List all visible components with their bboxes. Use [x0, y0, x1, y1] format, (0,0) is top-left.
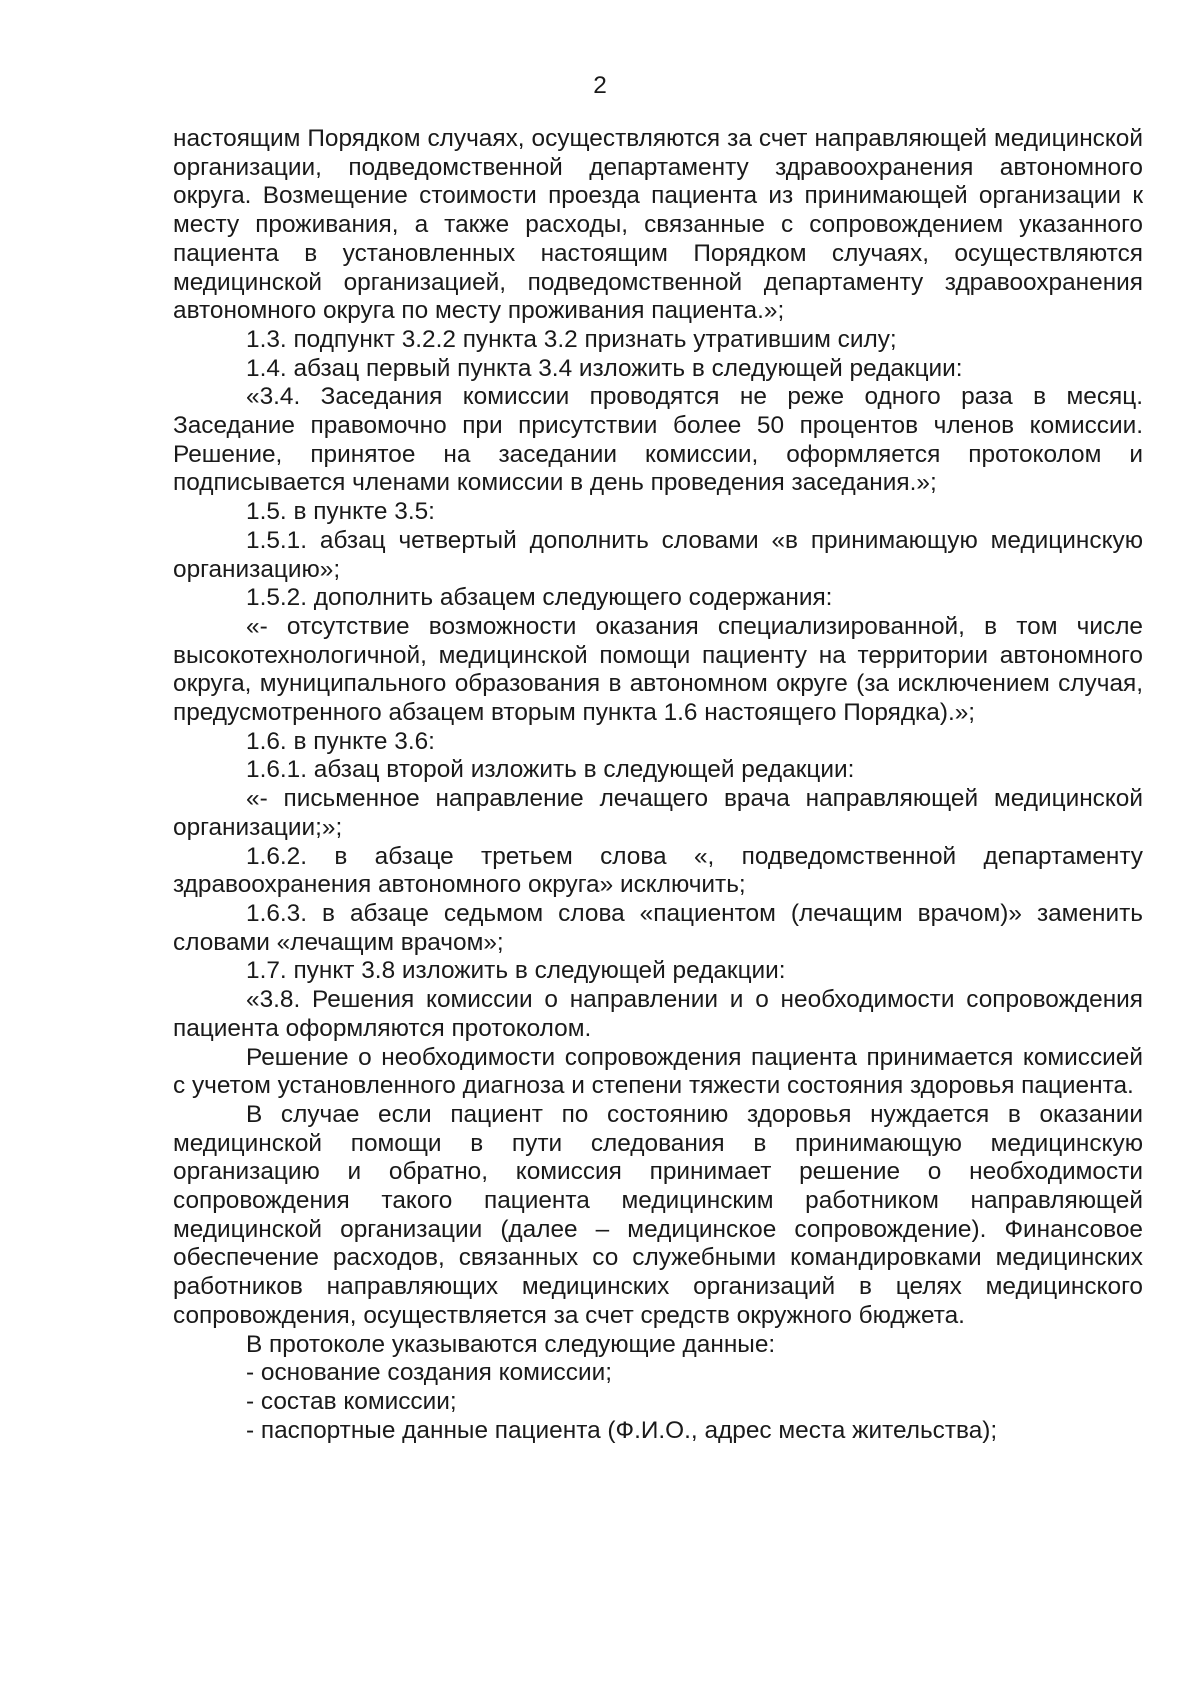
list-item: - основание создания комиссии; — [246, 1359, 612, 1387]
paragraph-quote-3-4: «3.4. Заседания комиссии проводятся не реже одного раза в месяц. Заседание правомочно при присутствии более 50 процентов членов комиссии. Решение, принятое на заседании комиссии, оформляется протоколом и подписывается членами комиссии в день проведения заседания.»; — [173, 383, 1150, 497]
paragraph-1-3: 1.3. подпункт 3.2.2 пункта 3.2 признать утратившим силу; — [246, 325, 897, 353]
paragraph-continuation: настоящим Порядком случаях, осуществляются за счет направляющей медицинской организации, подведомственной департаменту здравоохранения автономного округа. Возмещение стоимости проезда пациента из принимающей организации к месту проживания, а также расходы, связанные с сопровождением указанного пациента в установленных настоящим Порядком случаях, осуществляются медицинской организацией, подведомственной департаменту здравоохранения автономного округа по месту проживания пациента.»; — [173, 125, 1150, 325]
paragraph-quote-absence: «- отсутствие возможности оказания специализированной, в том числе высокотехнологичной, медицинской помощи пациенту на территории автономного округа, муниципального образования в автономном округе (за исключением случая, предусмотренного абзацем вторым пункта 1.6 настоящего Порядка).»; — [173, 612, 1150, 727]
list-item: - состав комиссии; — [246, 1387, 457, 1415]
list-item: - паспортные данные пациента (Ф.И.О., адрес места жительства); — [246, 1416, 998, 1444]
document-body — [173, 125, 1150, 1445]
page-number: 2 — [593, 72, 607, 99]
paragraph-decision: Решение о необходимости сопровождения пациента принимается комиссией с учетом установленного диагноза и степени тяжести состояния здоровья пациента. — [173, 1043, 1150, 1100]
paragraph-1-5-2: 1.5.2. дополнить абзацем следующего содержания: — [246, 584, 833, 612]
paragraph-1-5: 1.5. в пункте 3.5: — [246, 498, 435, 526]
paragraph-medical-escort: В случае если пациент по состоянию здоровья нуждается в оказании медицинской помощи в пути следования в принимающую медицинскую организацию и обратно, комиссия принимает решение о необходимости сопровождения такого пациента медицинским работником направляющей медицинской организации (далее – медицинское сопровождение). Финансовое обеспечение расходов, связанных со служебными командировками медицинских работников направляющих медицинских организаций в целях медицинского сопровождения, осуществляется за счет средств окружного бюджета. — [173, 1100, 1150, 1329]
paragraph-1-6-2: 1.6.2. в абзаце третьем слова «, подведомственной департаменту здравоохранения автономного округа» исключить; — [173, 842, 1150, 899]
paragraph-1-7: 1.7. пункт 3.8 изложить в следующей редакции: — [246, 957, 786, 985]
paragraph-quote-referral: «- письменное направление лечащего врача направляющей медицинской организации;»; — [173, 785, 1150, 841]
paragraph-1-6-1: 1.6.1. абзац второй изложить в следующей редакции: — [246, 756, 855, 784]
paragraph-1-6-3: 1.6.3. в абзаце седьмом слова «пациентом (лечащим врачом)» заменить словами «лечащим врачом»; — [173, 899, 1150, 956]
paragraph-protocol-data: В протоколе указываются следующие данные: — [246, 1330, 776, 1358]
paragraph-1-4: 1.4. абзац первый пункта 3.4 изложить в следующей редакции: — [246, 354, 963, 382]
paragraph-1-5-1: 1.5.1. абзац четвертый дополнить словами «в принимающую медицинскую организацию»; — [173, 526, 1150, 583]
paragraph-1-6: 1.6. в пункте 3.6: — [246, 727, 435, 755]
paragraph-quote-3-8: «3.8. Решения комиссии о направлении и о необходимости сопровождения пациента оформляются протоколом. — [173, 986, 1150, 1042]
